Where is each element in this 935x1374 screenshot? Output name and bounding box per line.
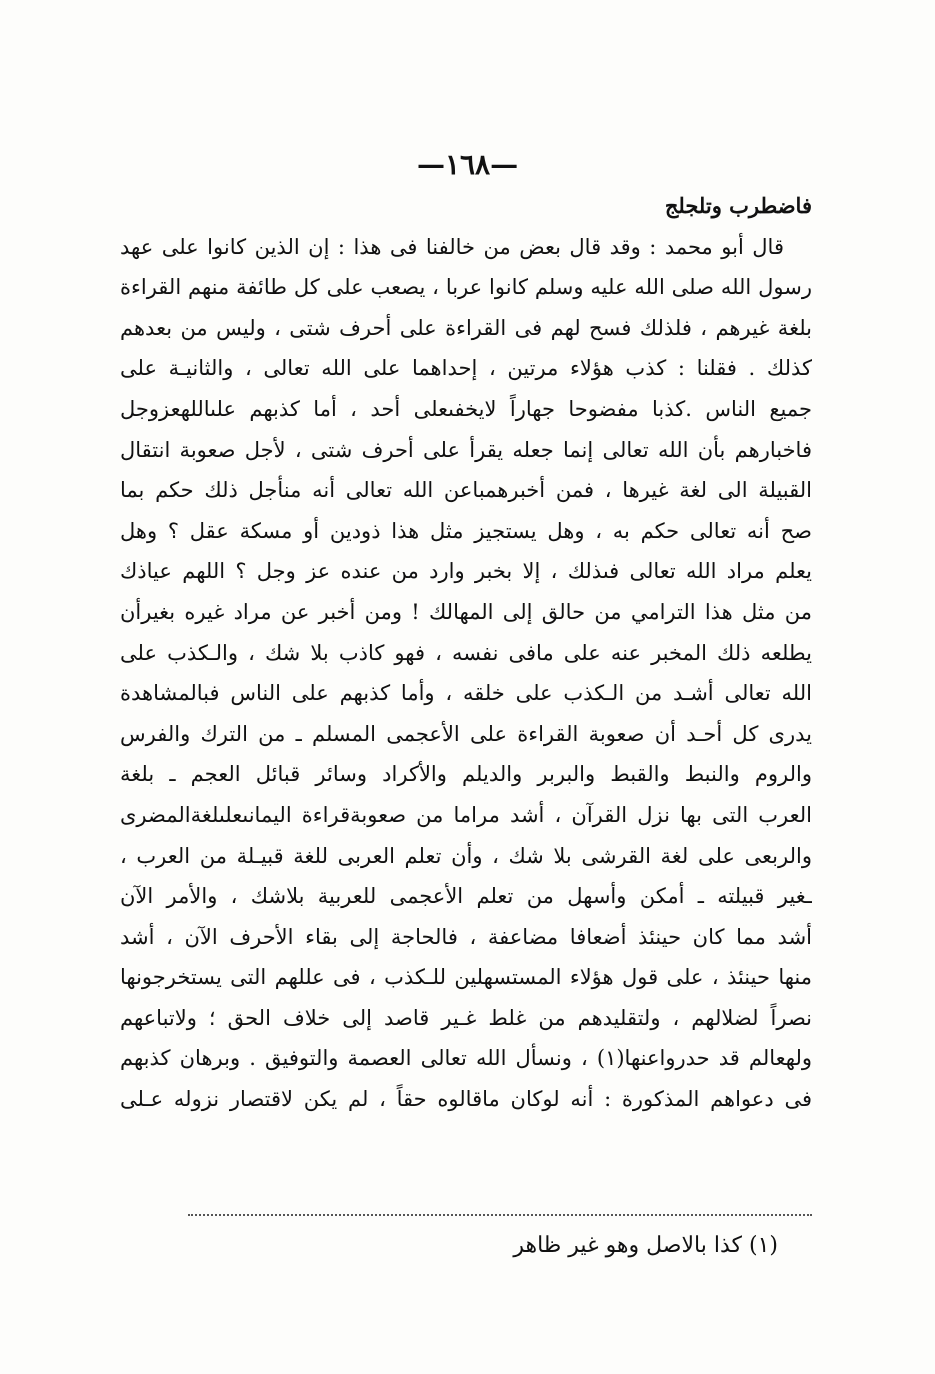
text-line: جميع الناس .كذبا مفضوحا جهاراً لايخفىعلى أحد ، أما كذبهم علىاللهعزوجل [120, 396, 812, 421]
text-line: القبيلة الى لغة غيرها ، فمن أخبرهمباعن الله تعالى أنه منأجل ذلك حكم بما [120, 478, 812, 503]
page-number: —١٦٨— [416, 148, 519, 181]
text-line: رسول الله صلى الله عليه وسلم كانوا عربا ، يصعب على كل طائفة منهم القراءة [120, 275, 812, 300]
text-line: قال أبو محمد : وقد قال بعض من خالفنا فى هذا : إن الذين كانوا على عهد [120, 234, 784, 259]
text-line: ولهعالم قد حدرواعنها(١) ، ونسأل الله تعالى العصمة والتوفيق . وبرهان كذبهم [120, 1046, 812, 1071]
text-line: منها حينئذ ، على قول هؤلاء المستسهلين للـكذب ، فى عللهم التى يستخرجونها [120, 965, 812, 990]
text-line: يطلعه ذلك المخبر عنه على مافى نفسه ، فهو كاذب بلا شك ، والـكذب على [120, 640, 812, 665]
text-line: فاضطرب وتلجلج [664, 193, 812, 218]
text-line: صح أنه تعالى حكم به ، وهل يستجيز مثل هذا ذودين أو مسكة عقل ؟ وهل [120, 518, 812, 543]
text-line: أشد مما كان حينئذ أضعافا مضاعفة ، فالحاجة إلى بقاء الأحرف الآن ، أشد [120, 924, 812, 949]
body-text [120, 186, 812, 1120]
text-line: فى دعواهم المذكورة : أنه لوكان ماقالوه حقاً ، لم يكن لاقتصار نزوله عـلى [120, 1087, 812, 1112]
text-line: بلغة غيرهم ، فلذلك فسح لهم فى القراءة على أحرف شتى ، وليس من بعدهم [120, 315, 812, 340]
footnote-divider [188, 1214, 812, 1216]
text-line: من مثل هذا الترامي من حالق إلى المهالك ! ومن أخبر عن مراد غيره بغيرأن [120, 599, 812, 624]
text-line: نصراً لضلالهم ، ولتقليدهم من غلط غـير قاصد إلى خلاف الحق ؛ ولاتباعهم [120, 1005, 812, 1030]
text-line: العرب التى بها نزل القرآن ، أشد مراما من صعوبةقراءة اليمانىعلىلغةالمضرى [120, 802, 812, 827]
text-line: كذلك . فقلنا : كذب هؤلاء مرتين ، إحداهما على الله تعالى ، والثانيـة على [120, 356, 812, 381]
footnote: (١) كذا بالاصل وهو غير ظاهر [513, 1233, 778, 1258]
text-line: والروم والنبط والقبط والبربر والديلم والأكراد وسائر قبائل العجم ـ بلغة [120, 762, 812, 787]
text-line: يدرى كل أحـد أن صعوبة القراءة على الأعجمى المسلم ـ من الترك والفرس [120, 721, 812, 746]
text-line: يعلم مراد الله تعالى فىذلك ، إلا بخبر وارد من عنده عز وجل ؟ اللهم عياذك [120, 559, 812, 584]
text-line: فاخبارهم بأن الله تعالى إنما جعله يقرأ على أحرف شتى ، لأجل صعوبة انتقال [120, 437, 812, 462]
text-line: والربعى على لغة القرشى بلا شك ، وأن تعلم العربى للغة قبيـلة من العرب ، [120, 843, 812, 868]
text-line: الله تعالى أشـد من الـكذب على خلقه ، وأما كذبهم على الناس فبالمشاهدة [120, 681, 812, 706]
text-line: ـغير قبيلته ـ أمكن وأسهل من تعلم الأعجمى للعربية بلاشك ، والأمر الآن [120, 884, 812, 909]
